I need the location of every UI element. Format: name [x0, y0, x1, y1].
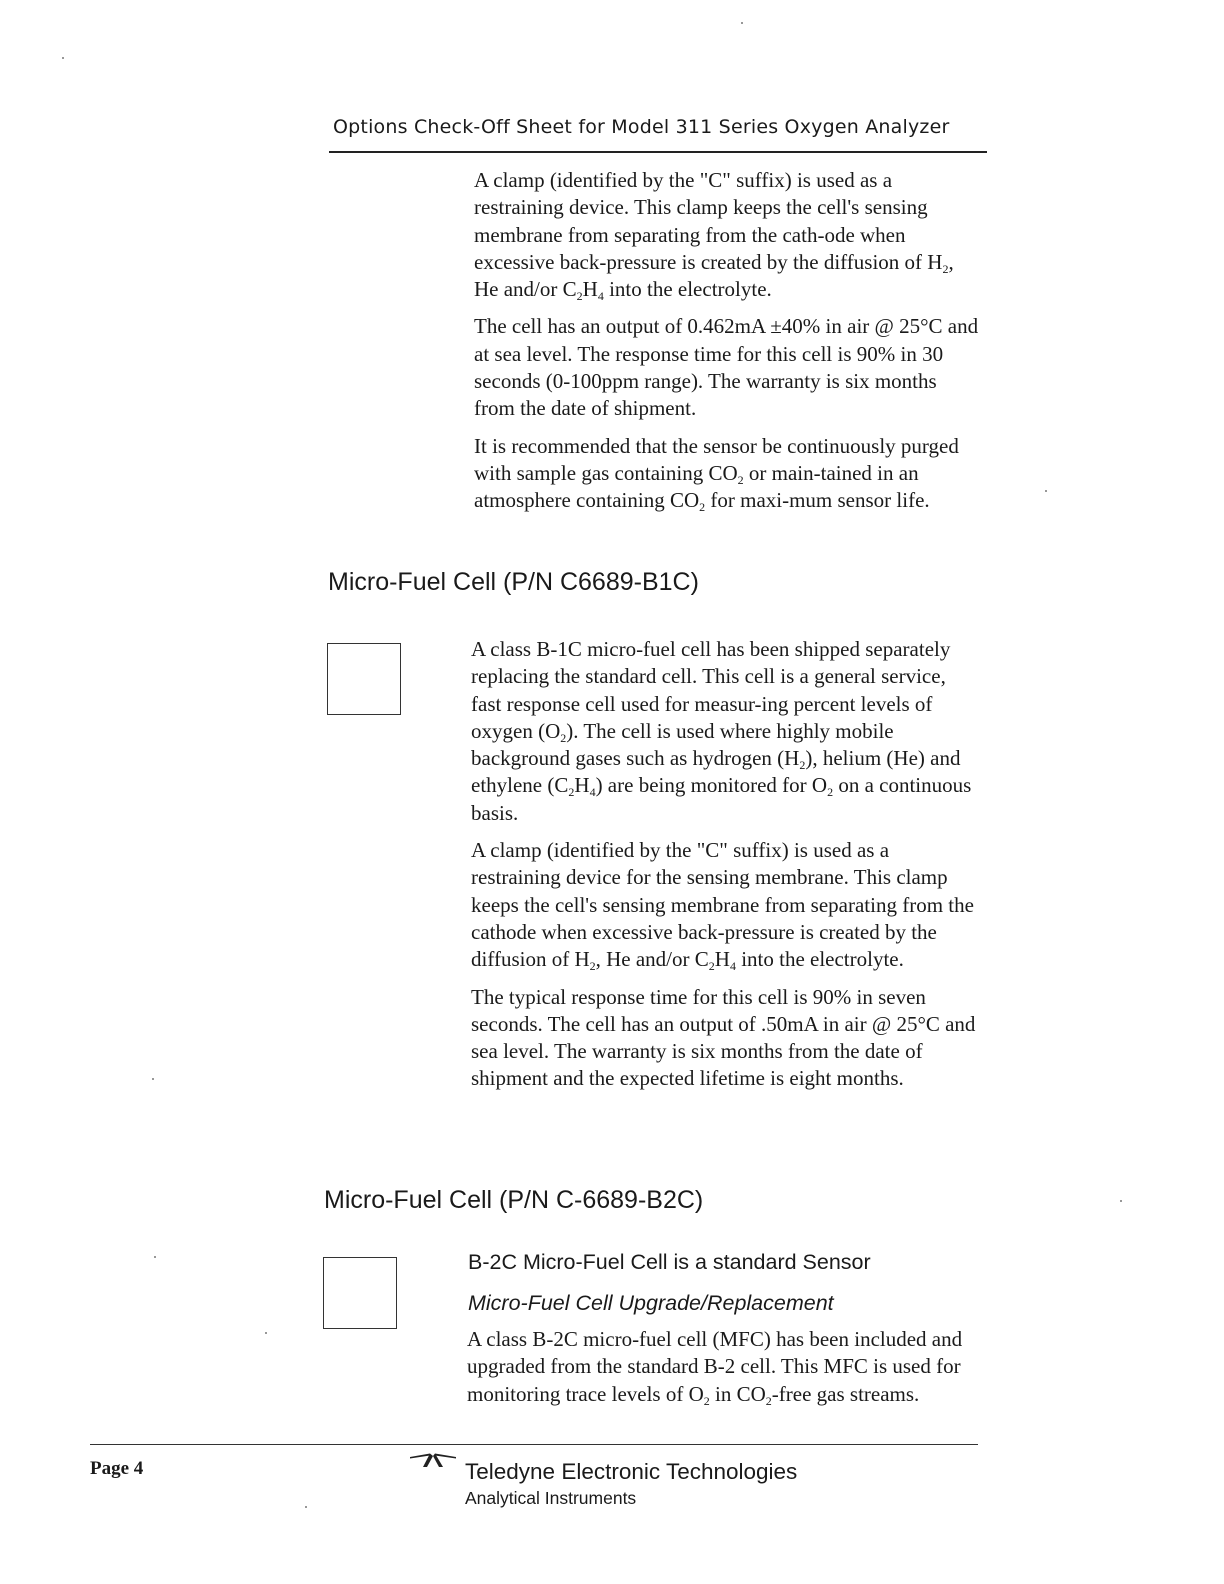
section-heading-b2c: Micro-Fuel Cell (P/N C-6689-B2C) — [324, 1186, 704, 1214]
scan-speck — [62, 57, 64, 59]
division-name: Analytical Instruments — [465, 1488, 637, 1508]
scan-speck — [1045, 490, 1047, 492]
scan-speck — [741, 22, 743, 24]
scan-speck — [154, 1256, 156, 1258]
page-header-title: Options Check-Off Sheet for Model 311 Series Oxygen Analyzer — [333, 116, 950, 138]
b1c-paragraph-description: A class B-1C micro-fuel cell has been shipped separately replacing the standard cell. This cell is a general service, fast response cell used for measur-ing percent levels of oxygen $(O_2)$. The cell is used where highly mobile background gases such as hydrogen $(H_2)$, helium (He) and ethylene $(C_2H_4)$ are being monitored for $O_2$ on a continuous basis. — [471, 637, 972, 825]
company-name: Teledyne Electronic Technologies — [465, 1459, 798, 1484]
header-rule — [329, 151, 987, 153]
intro-paragraph-clamp: A clamp (identified by the "C" suffix) is used as a restraining device. This clamp keeps the cell's sensing membrane from separating from the cath-ode when excessive back-pressure is created by the diffusion of $H_2$, He and/or $C_2H_4$ into the electrolyte. — [474, 168, 954, 304]
b2c-subhead-standard: B-2C Micro-Fuel Cell is a standard Sensor — [468, 1250, 871, 1274]
b2c-paragraph-description: A class B-2C micro-fuel cell (MFC) has been included and upgraded from the standard B-2 cell. This MFC is used for monitoring trace levels of $O_2$ in $CO_2$-free gas streams. — [467, 1327, 963, 1408]
page-number: Page 4 — [90, 1458, 144, 1479]
footer-rule — [90, 1444, 978, 1445]
intro-paragraph-purge: It is recommended that the sensor be continuously purged with sample gas containing $CO_2$ or main-tained in an atmosphere containing $CO_2$ for maxi-mum sensor life. — [474, 433, 959, 515]
b1c-paragraph-clamp: A clamp (identified by the "C" suffix) is used as a restraining device for the sensing membrane. This clamp keeps the cell's sensing membrane from separating from the cathode when excessive back-pressure is created by the diffusion of $H_2$, He and/or $C_2H_4$ into the electrolyte. — [471, 838, 974, 974]
b1c-paragraph-response: The typical response time for this cell is 90% in seven seconds. The cell has an output of .50mA in air @ 25°C and sea level. The warranty is six months from the date of shipment and the expected lifetime is eight months. — [471, 984, 976, 1091]
checkbox-b1c[interactable] — [327, 643, 401, 715]
b2c-text — [467, 1326, 975, 1418]
section-heading-b1c: Micro-Fuel Cell (P/N C6689-B1C) — [328, 568, 699, 596]
scan-speck — [152, 1078, 154, 1080]
scan-speck — [265, 1332, 267, 1334]
intro-text — [474, 167, 982, 525]
scan-speck — [1120, 1200, 1122, 1202]
b2c-subhead-upgrade: Micro-Fuel Cell Upgrade/Replacement — [468, 1291, 834, 1315]
checkbox-b2c[interactable] — [323, 1257, 397, 1329]
intro-paragraph-output: The cell has an output of 0.462mA ±40% in air @ 25°C and at sea level. The response time for this cell is 90% in 30 seconds (0-100ppm range). The warranty is six months from the date of shipment. — [474, 314, 979, 421]
b1c-text — [471, 636, 979, 1103]
scan-speck — [305, 1506, 307, 1508]
teledyne-logo-icon — [408, 1452, 458, 1468]
